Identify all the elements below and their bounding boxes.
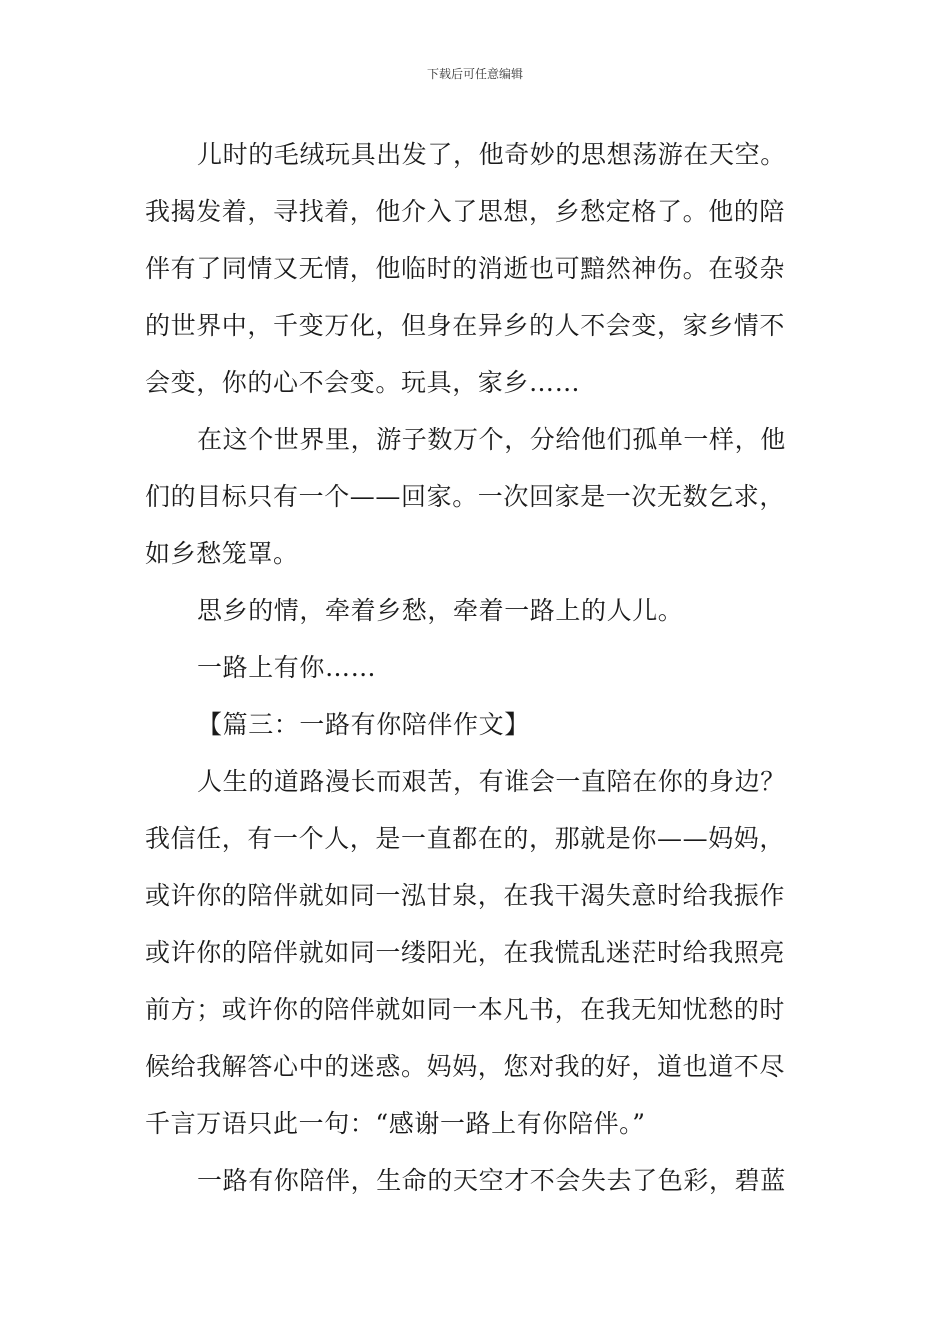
text-line: 们的目标只有一个——回家。一次回家是一次无数乞求， bbox=[145, 482, 786, 511]
text-line: 的世界中，千变万化，但身在异乡的人不会变，家乡情不 bbox=[145, 311, 786, 340]
text-line: 一路有你陪伴，生命的天空才不会失去了色彩，碧蓝 bbox=[197, 1166, 786, 1195]
text-line: 前方；或许你的陪伴就如同一本凡书，在我无知忧愁的时 bbox=[145, 995, 786, 1024]
text-line: 或许你的陪伴就如同一泓甘泉，在我干渴失意时给我振作 bbox=[145, 881, 786, 910]
text-line: 我揭发着，寻找着，他介入了思想，乡愁定格了。他的陪 bbox=[145, 197, 786, 226]
text-line: 人生的道路漫长而艰苦，有谁会一直陪在你的身边？ bbox=[197, 767, 786, 796]
text-line: 思乡的情，牵着乡愁，牵着一路上的人儿。 bbox=[197, 596, 684, 625]
text-line: 会变，你的心不会变。玩具，家乡…… bbox=[145, 368, 581, 397]
text-line: 或许你的陪伴就如同一缕阳光，在我慌乱迷茫时给我照亮 bbox=[145, 938, 786, 967]
text-line: 千言万语只此一句：“感谢一路上有你陪伴。” bbox=[145, 1109, 646, 1138]
text-line: 伴有了同情又无情，他临时的消逝也可黯然神伤。在驳杂 bbox=[145, 254, 786, 283]
text-line: 儿时的毛绒玩具出发了，他奇妙的思想荡游在天空。 bbox=[197, 140, 786, 169]
text-line: 我信任，有一个人，是一直都在的，那就是你——妈妈， bbox=[145, 824, 786, 853]
page-header: 下载后可任意编辑 bbox=[426, 67, 523, 81]
document-body bbox=[145, 126, 810, 1209]
text-line: 候给我解答心中的迷惑。妈妈，您对我的好，道也道不尽 bbox=[145, 1052, 786, 1081]
text-line: 一路上有你…… bbox=[197, 653, 377, 682]
text-line: 如乡愁笼罩。 bbox=[145, 539, 299, 568]
text-line: 在这个世界里，游子数万个，分给他们孤单一样，他 bbox=[197, 425, 786, 454]
section-heading: 【篇三：一路有你陪伴作文】 bbox=[197, 710, 530, 739]
